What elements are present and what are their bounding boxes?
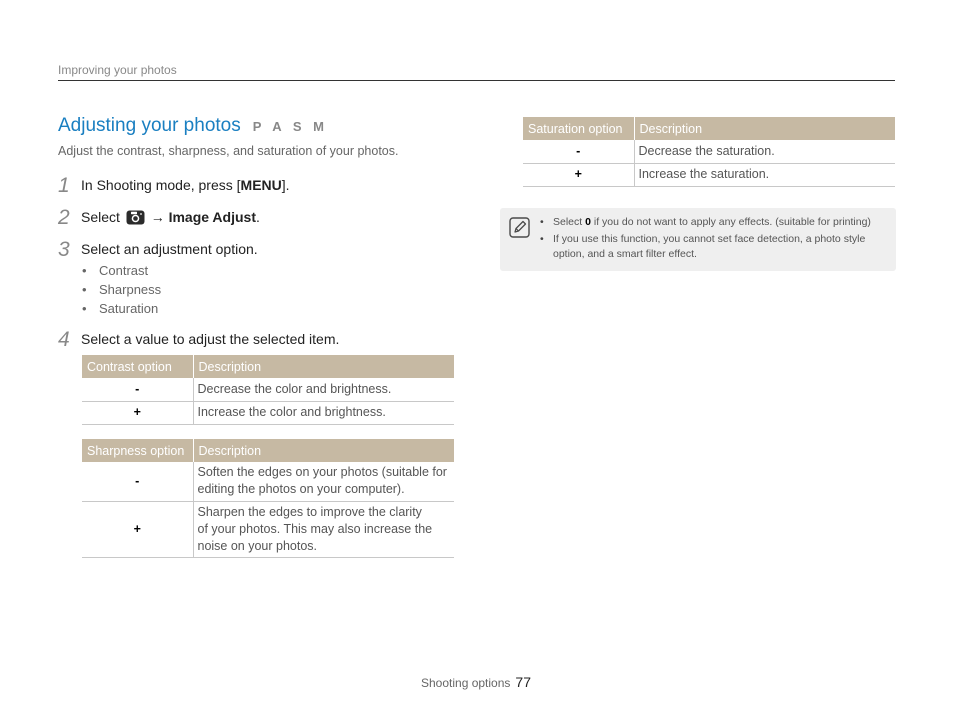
step-text: Select an adjustment option. [81, 241, 258, 257]
footer-label: Shooting options [421, 676, 511, 690]
option-description [193, 462, 454, 501]
note-item: • If you use this function, you cannot set face detection, a photo style option, and a smart filter effect. [538, 232, 884, 263]
options-list [82, 262, 161, 319]
step-text: Select [81, 209, 120, 225]
page-title-text: Adjusting your photos [58, 115, 241, 136]
shooting-modes: P A S M [252, 119, 328, 134]
option-symbol: + [82, 501, 193, 557]
table-header: Contrast option [82, 355, 193, 378]
step-1 [58, 174, 290, 198]
list-item: • Sharpness [82, 282, 162, 297]
table-header: Saturation option [523, 117, 634, 140]
option-description: Decrease the saturation. [634, 140, 895, 163]
table-row [523, 163, 895, 186]
step-text-end: . [255, 209, 260, 225]
step-text-end: ]. [281, 177, 290, 193]
page-title [58, 115, 328, 137]
note-list [538, 215, 884, 263]
step-number: 2 [58, 206, 70, 229]
arrow-icon: → [150, 209, 165, 225]
option-description: Decrease the color and brightness. [193, 378, 454, 401]
option-symbol: - [82, 462, 193, 501]
header-section-title: Improving your photos [58, 63, 177, 77]
step-text: In Shooting mode, press [ [81, 177, 241, 193]
list-item: • Contrast [82, 263, 149, 278]
step-2 [58, 206, 260, 230]
description-line: noise on your photos. [197, 538, 318, 553]
note-text: if you do not want to apply any effects. (suitable for printing) [590, 216, 871, 228]
page-number: 77 [515, 674, 531, 690]
menu-key-label: MENU [240, 177, 282, 193]
step-number: 3 [58, 238, 70, 261]
note-value: 0 [585, 216, 591, 228]
description-line: Soften the edges on your photos (suitable for [197, 465, 447, 480]
description-line: of your photos. This may also increase the [197, 521, 433, 536]
step-number: 1 [58, 174, 70, 197]
note-pencil-icon [509, 217, 530, 243]
saturation-table [523, 117, 895, 187]
step-text: Select a value to adjust the selected item. [81, 331, 340, 347]
sharpness-table [82, 439, 454, 558]
page-subtitle: Adjust the contrast, sharpness, and saturation of your photos. [58, 144, 399, 158]
note-item [538, 215, 884, 231]
list-item: • Saturation [82, 301, 159, 316]
option-symbol: - [82, 378, 193, 401]
table-row [82, 401, 454, 424]
option-description: Increase the color and brightness. [193, 401, 454, 424]
list-item-label: Contrast [99, 263, 149, 278]
contrast-table [82, 355, 454, 425]
description-line: editing the photos on your computer). [197, 482, 405, 497]
option-symbol: + [523, 163, 634, 186]
table-header-row [82, 355, 454, 378]
table-row [82, 501, 454, 557]
step-3 [58, 238, 258, 262]
table-header-row [523, 117, 895, 140]
header-divider [58, 80, 895, 81]
note-text: Select [553, 216, 586, 228]
table-row [82, 378, 454, 401]
camera-icon [126, 210, 145, 228]
table-header: Description [634, 117, 895, 140]
option-description: Increase the saturation. [634, 163, 895, 186]
table-row [523, 140, 895, 163]
option-symbol: - [523, 140, 634, 163]
description-line: Sharpen the edges to improve the clarity [197, 504, 422, 519]
option-symbol: + [82, 401, 193, 424]
table-header: Sharpness option [82, 439, 193, 462]
table-header: Description [193, 439, 454, 462]
table-header-row [82, 439, 454, 462]
step-4 [58, 328, 339, 352]
note-box [500, 208, 896, 271]
menu-item-image-adjust: Image Adjust [168, 209, 256, 225]
page-footer [421, 674, 531, 690]
table-header: Description [193, 355, 454, 378]
option-description [193, 501, 454, 557]
list-item-label: Saturation [99, 301, 159, 316]
table-row [82, 462, 454, 501]
step-number: 4 [58, 328, 70, 351]
list-item-label: Sharpness [99, 282, 162, 297]
